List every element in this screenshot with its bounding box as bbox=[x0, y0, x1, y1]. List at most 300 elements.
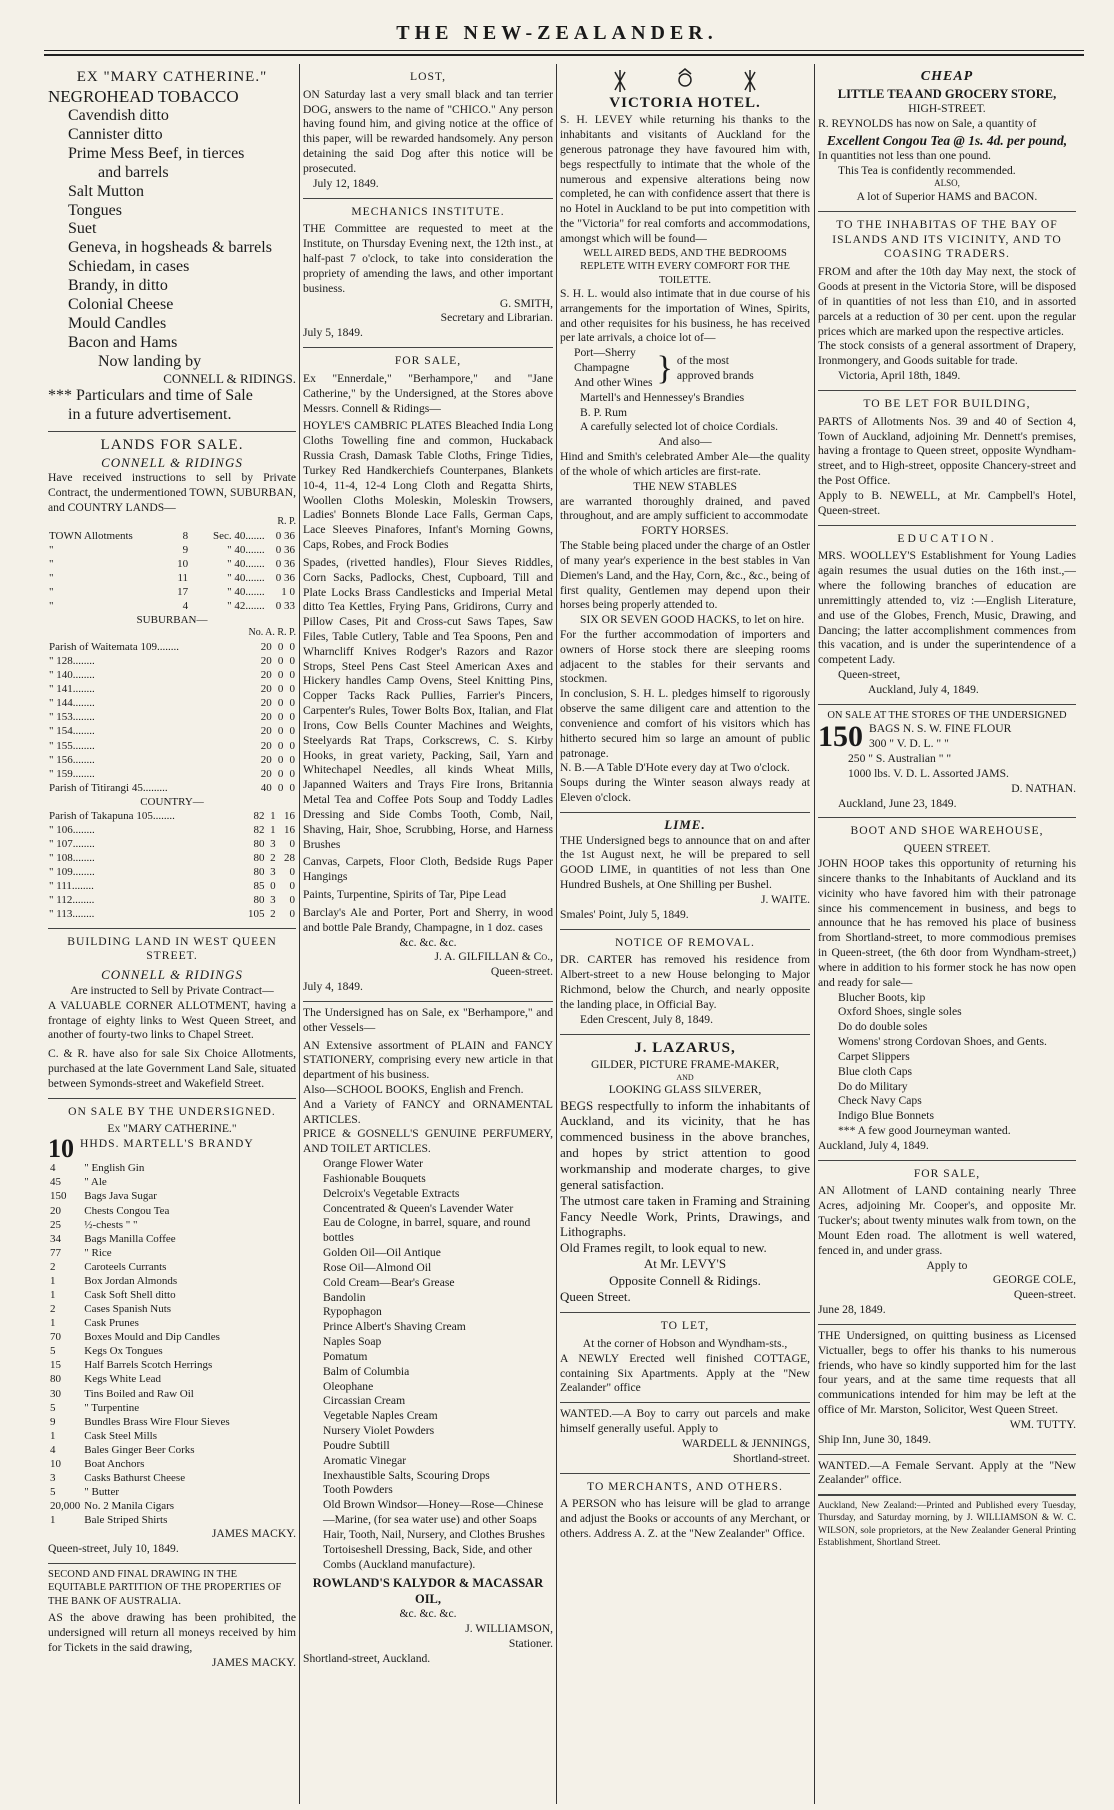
ad-body: Apply to bbox=[926, 1258, 968, 1272]
ad-title: BUILDING LAND IN WEST QUEEN STREET. bbox=[67, 934, 277, 963]
item-quantity: 34 bbox=[50, 1232, 61, 1245]
table-cell: 0 bbox=[289, 894, 295, 907]
table-cell: 1 0 bbox=[281, 585, 295, 598]
table-cell: 0 bbox=[289, 767, 295, 780]
item-name: Cask Prunes bbox=[84, 1317, 139, 1330]
signer: D. NATHAN. bbox=[1011, 781, 1076, 795]
table-row bbox=[48, 1387, 232, 1401]
table-row bbox=[48, 1471, 232, 1485]
list-item: Prime Mess Beef, in tierces bbox=[68, 144, 245, 162]
table-cell: 85 bbox=[253, 880, 265, 893]
column-separator bbox=[814, 64, 815, 1804]
table-cell: 20 bbox=[260, 655, 272, 668]
table-row bbox=[48, 1204, 232, 1218]
table-cell: " 40....... bbox=[227, 543, 265, 556]
table-cell: " 112........ bbox=[49, 894, 95, 907]
ad-female-servant bbox=[818, 1455, 1076, 1496]
item-name: Bags Java Sugar bbox=[84, 1190, 157, 1203]
table-cell: " 128........ bbox=[49, 655, 95, 668]
ad-body: For the further accommodation of importers and owners of Horse stock there are sleeping rooms adjacent to the stables for their servants and stockmen. bbox=[560, 628, 810, 686]
signer-role: Stationer. bbox=[508, 1636, 553, 1650]
list-item: Cold Cream—Bear's Grease bbox=[323, 1275, 455, 1289]
list-item: Vegetable Naples Cream bbox=[323, 1409, 438, 1423]
table-cell: 28 bbox=[284, 852, 295, 865]
table-row bbox=[48, 1288, 232, 1302]
table-cell: 0 bbox=[277, 711, 284, 724]
list-item: 250 " S. Australian " " bbox=[848, 752, 952, 766]
table-cell: " 155........ bbox=[49, 739, 95, 752]
ad-body: And a Variety of FANCY and ORNAMENTAL ARTICLES. bbox=[303, 1097, 553, 1126]
list-item: Salt Mutton bbox=[68, 182, 145, 200]
list-item: Tooth Powders bbox=[323, 1483, 393, 1497]
ad-title: CHEAP bbox=[920, 69, 974, 84]
ad-body: In quantities not less than one pound. bbox=[818, 148, 991, 162]
ad-title: ON SALE BY THE UNDERSIGNED. bbox=[68, 1104, 276, 1118]
ad-lands-for-sale bbox=[48, 432, 296, 929]
table-cell: 20 bbox=[260, 697, 272, 710]
table-cell: 0 bbox=[277, 697, 284, 710]
table-cell: " 140........ bbox=[49, 669, 95, 682]
town-lots-table bbox=[48, 529, 296, 613]
table-row bbox=[48, 893, 296, 907]
ad-date: Ship Inn, June 30, 1849. bbox=[818, 1432, 932, 1446]
item-name: Tins Boiled and Raw Oil bbox=[84, 1387, 194, 1400]
column-separator bbox=[299, 64, 300, 1804]
table-cell: 20 bbox=[260, 753, 272, 766]
signer-place: Queen-street. bbox=[1013, 1288, 1076, 1302]
signer: JAMES MACKY. bbox=[211, 1655, 296, 1669]
ad-body: ON Saturday last a very small black and tan terrier DOG, answers to the name of "CHICO." Any person having found him, and giving notice at the office of this paper, will be rewarded handsomely. Any person detaining the said Dog after this notice will be prosecuted. bbox=[303, 87, 553, 175]
table-row bbox=[48, 571, 296, 585]
list-item: Nursery Violet Powders bbox=[323, 1424, 435, 1438]
signer: WARDELL & JENNINGS, bbox=[681, 1436, 810, 1450]
table-row bbox=[48, 1274, 232, 1288]
table-row bbox=[48, 1260, 232, 1274]
table-cell: 0 36 bbox=[275, 557, 295, 570]
table-cell: 0 bbox=[289, 725, 295, 738]
ad-body: THE Committee are requested to meet at the Institute, on Thursday Evening next, the 12th inst., at half-past 7 o'clock, to take into consideration the propriety of amending the laws, and other important business. bbox=[303, 222, 553, 295]
signer-place: Shortland-street, Auckland. bbox=[303, 1651, 431, 1665]
table-cell: " bbox=[49, 543, 54, 556]
item-quantity: 150 bbox=[50, 1190, 67, 1203]
table-cell: 82 bbox=[253, 824, 265, 837]
table-cell: 0 bbox=[289, 739, 295, 752]
table-cell: " 154........ bbox=[49, 725, 95, 738]
table-cell: 0 bbox=[277, 683, 284, 696]
table-cell: 3 bbox=[270, 866, 276, 879]
table-row bbox=[48, 1485, 232, 1499]
list-item: Orange Flower Water bbox=[323, 1157, 423, 1171]
table-cell: " 153........ bbox=[49, 711, 95, 724]
ad-body: *** A few good Journeyman wanted. bbox=[838, 1123, 1011, 1137]
signer: JAMES MACKY. bbox=[211, 1527, 296, 1541]
ad-title: TO THE INHABITAS OF THE BAY OF ISLANDS AND ITS VICINITY, AND TO COASING TRADERS. bbox=[832, 217, 1062, 261]
section-label: SUBURBAN— bbox=[136, 614, 208, 627]
section-label: COUNTRY— bbox=[140, 795, 204, 808]
ad-tutty bbox=[818, 1325, 1076, 1455]
quantity-big: 10 bbox=[48, 1134, 74, 1164]
table-row bbox=[48, 668, 296, 682]
table-cell: 0 33 bbox=[275, 600, 295, 613]
ad-body: This Tea is confidently recommended. bbox=[838, 163, 1016, 177]
table-cell: 10 bbox=[177, 557, 189, 570]
ad-body: WANTED.—A Boy to carry out parcels and make himself generally useful. Apply to bbox=[560, 1407, 810, 1436]
table-row bbox=[48, 1344, 232, 1358]
ad-date: June 28, 1849. bbox=[818, 1303, 886, 1317]
item-quantity: 3 bbox=[50, 1472, 56, 1485]
item-name: " Rice bbox=[84, 1246, 112, 1259]
ad-body: C. & R. have also for sale Six Choice Allotments, purchased at the late Government Land Sale, situated between Symonds-street and Wakefield Street. bbox=[48, 1047, 296, 1090]
ad-list bbox=[48, 87, 296, 424]
ad-body: ALSO, bbox=[934, 178, 960, 189]
table-cell: 20 bbox=[260, 767, 272, 780]
table-cell: " 40....... bbox=[227, 557, 265, 570]
table-cell: 0 bbox=[289, 781, 295, 794]
table-cell: 0 bbox=[289, 711, 295, 724]
ad-body: A PERSON who has leisure will be glad to arrange and adjust the Books or accounts of any Merchant, or others. Address A. Z. at the "New Zealander" Office. bbox=[560, 1497, 810, 1540]
ad-victoria-hotel bbox=[560, 64, 810, 813]
item-name: Caroteels Currants bbox=[84, 1260, 167, 1273]
ad-body: S. H. L. would also intimate that in due course of his arrangements for the importation of Wines, Spirits, and other requisites for his business, he has received per late arrivals, a choice lot of— bbox=[560, 286, 810, 345]
item-quantity: 25 bbox=[50, 1218, 61, 1231]
table-cell: 0 bbox=[289, 655, 295, 668]
table-row bbox=[48, 640, 296, 654]
column-3 bbox=[560, 64, 810, 1804]
table-cell: 0 bbox=[289, 641, 295, 653]
brace-icon: } bbox=[656, 349, 673, 387]
list-item: Tortoiseshell Dressing, Back, Side, and other Combs (Auckland manufacture). bbox=[323, 1542, 533, 1571]
list-item: Hair, Tooth, Nail, Nursery, and Clothes Brushes bbox=[323, 1527, 545, 1541]
list-item: Blucher Boots, kip bbox=[838, 990, 926, 1004]
signer-place: Shortland-street. bbox=[733, 1451, 810, 1465]
item-name: " Ale bbox=[84, 1176, 107, 1189]
list-item: 1000 lbs. V. D. L. Assorted JAMS. bbox=[848, 766, 1009, 780]
boot-list bbox=[818, 991, 1076, 1124]
table-row bbox=[48, 1499, 232, 1513]
signer: J. WILLIAMSON, bbox=[465, 1622, 553, 1636]
table-cell: 4 bbox=[182, 600, 189, 613]
item-quantity: 20 bbox=[50, 1204, 61, 1217]
item-name: Bale Striped Shirts bbox=[84, 1514, 168, 1527]
table-cell: " 106........ bbox=[49, 824, 95, 837]
ad-body: Apply to B. NEWELL, at Mr. Campbell's Hotel, Queen-street. bbox=[818, 488, 1076, 517]
table-cell: " 109........ bbox=[49, 866, 95, 879]
ad-body: AS the above drawing has been prohibited, the undersigned will return all moneys received by him for Tickets in the said drawing, bbox=[48, 1611, 296, 1654]
list-item: Check Navy Caps bbox=[838, 1094, 922, 1108]
list-item: Concentrated & Queen's Lavender Water bbox=[323, 1201, 514, 1215]
ad-title: EX "MARY CATHERINE." bbox=[76, 69, 268, 85]
etc-line: &c. &c. &c. bbox=[399, 935, 457, 949]
table-row bbox=[48, 767, 296, 781]
list-item: Old Brown Windsor—Honey—Rose—Chinese—Marine, (for sea water use) and other Soaps bbox=[323, 1498, 544, 1527]
table-cell: 2 bbox=[270, 852, 276, 865]
table-cell: 16 bbox=[284, 824, 295, 837]
item-quantity: 5 bbox=[50, 1486, 56, 1499]
table-row bbox=[48, 809, 296, 823]
ad-title: EDUCATION. bbox=[897, 531, 997, 545]
ad-title: FOR SALE, bbox=[394, 354, 462, 368]
table-cell: 0 36 bbox=[275, 571, 295, 584]
table-cell: 17 bbox=[177, 585, 189, 598]
table-cell: " 42....... bbox=[227, 600, 265, 613]
item-quantity: 1 bbox=[50, 1289, 56, 1301]
table-row bbox=[48, 696, 296, 710]
table-cell: " bbox=[49, 557, 54, 570]
ad-date: Victoria, April 18th, 1849. bbox=[838, 369, 961, 383]
list-item: Martell's and Hennessey's Brandies bbox=[580, 390, 745, 404]
suburban-lots-table bbox=[48, 640, 296, 795]
imprint-text: Auckland, New Zealand:—Printed and Published every Tuesday, Thursday, and Saturday morning, by J. WILLIAMSON & W. C. WILSON, sole proprietors, at the New Zealander General Printing Establishment, Shortland Street. bbox=[818, 1501, 1076, 1548]
perfume-list bbox=[303, 1157, 553, 1572]
table-cell: Parish of Takapuna 105........ bbox=[49, 809, 175, 822]
ad-date: Eden Crescent, July 8, 1849. bbox=[580, 1012, 713, 1026]
table-cell: TOWN Allotments bbox=[49, 529, 133, 542]
item-name: Bales Ginger Beer Corks bbox=[84, 1443, 195, 1456]
signer: G. SMITH, bbox=[499, 296, 553, 310]
item-name: Bags Manilla Coffee bbox=[84, 1232, 176, 1245]
ad-body: Also—SCHOOL BOOKS, English and French. bbox=[303, 1083, 524, 1096]
list-item: Womens' strong Cordovan Shoes, and Gents. Carpet Slippers bbox=[838, 1035, 1047, 1063]
table-cell: 0 bbox=[277, 641, 284, 653]
ad-drawing bbox=[48, 1564, 296, 1677]
table-cell: " 113........ bbox=[49, 908, 95, 921]
item-quantity: 20,000 bbox=[50, 1500, 81, 1513]
list-item: Port—Sherry bbox=[574, 346, 636, 360]
royal-crest-icon bbox=[560, 68, 810, 94]
table-row bbox=[48, 1429, 232, 1443]
table-cell: 80 bbox=[253, 866, 265, 879]
list-item: Poudre Subtill bbox=[323, 1438, 390, 1452]
table-cell: 0 36 bbox=[275, 543, 295, 556]
item-name: Bundles Brass Wire Flour Sieves bbox=[84, 1415, 230, 1428]
table-row bbox=[48, 1246, 232, 1260]
table-cell: 0 bbox=[277, 781, 284, 794]
list-item: Colonial Cheese bbox=[68, 295, 174, 313]
list-item: Schiedam, in cases bbox=[68, 258, 190, 276]
ad-title: LANDS FOR SALE. bbox=[100, 436, 244, 453]
ad-title: LOST, bbox=[409, 70, 447, 83]
item-quantity: 1 bbox=[50, 1317, 56, 1330]
table-cell: " bbox=[49, 585, 54, 598]
table-cell: 1 bbox=[270, 824, 276, 837]
list-item: Bandolin bbox=[323, 1290, 366, 1304]
table-row bbox=[48, 879, 296, 893]
ad-mary-catherine bbox=[48, 64, 296, 432]
item-name: Casks Bathurst Cheese bbox=[84, 1472, 186, 1485]
table-row bbox=[48, 865, 296, 879]
list-item: Mould Candles bbox=[68, 314, 167, 332]
table-row bbox=[48, 1161, 232, 1175]
table-row bbox=[48, 1330, 232, 1344]
ad-body: THE Undersigned begs to announce that on and after the 1st August next, he will be prepared to sell GOOD LIME, in quantities of not less than One Hundred Bushels, at One Shilling per Bushel. bbox=[560, 833, 810, 892]
ad-body: Queen Street. bbox=[560, 1289, 631, 1305]
table-cell: 3 bbox=[270, 838, 276, 851]
table-row bbox=[48, 1175, 232, 1189]
table-cell: Sec. 40....... bbox=[212, 529, 265, 542]
table-row bbox=[48, 529, 296, 543]
item-quantity: 80 bbox=[50, 1373, 61, 1386]
table-row bbox=[48, 654, 296, 668]
ad-body: A lot of Superior HAMS and BACON. bbox=[856, 190, 1038, 203]
ad-body: Paints, Turpentine, Spirits of Tar, Pipe Lead bbox=[303, 888, 507, 902]
ad-boot-shoe bbox=[818, 818, 1076, 1160]
table-cell: 20 bbox=[260, 725, 272, 738]
item-name: " Turpentine bbox=[84, 1401, 140, 1414]
ad-body: THE Undersigned, on quitting business as Licensed Victualler, begs to offer his thanks to his numerous friends, who have so kindly supported him for the last four years, and at the same time requests that all communications intended for him may be left at the office of Mr. Marston, Solicitor, West Queen Street. bbox=[818, 1328, 1076, 1417]
ad-body: Soups during the Winter season always ready at Eleven o'clock. bbox=[560, 776, 810, 805]
ad-body: HOYLE'S CAMBRIC PLATES Bleached India Long Cloths Towelling fine and common, Huckaback Russia Crash, Damask Table Cloths, Fringe Tidies, Turkey Red Handkerchiefs Counterpanes, Blankets 10-4, 11-4, 12-4 Long Cloth and Regatta Shirts, Woollen Cloths Moleskin, Moleskin Trowsers, Ladies' Bonnets Blonde Lace Falls, German Caps, Lace Sleeves Pinafores, Infant's Morning Gowns, Caps, Robes, and Frock Bodies bbox=[303, 419, 553, 552]
ad-title: J. LAZARUS, bbox=[634, 1039, 736, 1056]
list-item: Circassian Cream bbox=[323, 1394, 406, 1408]
table-row bbox=[48, 599, 296, 613]
ad-body: S. H. LEVEY while returning his thanks to the inhabitants and visitants of Auckland for the generous patronage they have favoured him with, begs respectfully to intimate that the whole of the numerous and expensive alterations being now completed, he can with confidence assert that there is no Hotel in Auckland to be put into competition with the "Victoria" for real comforts and accommodations, amongst which will be found— bbox=[560, 113, 810, 245]
list-item: Rypophagon bbox=[323, 1305, 382, 1319]
ad-body: JOHN HOOP takes this opportunity of returning his sincere thanks to the Inhabitants of Auckland and its vicinity who have favored him with their patronage since his commencement in business, and begs to announce that he has removed his place of business from Shortland-street, to more commodious premises in Queen-street, (the 6th door from Wyndham-street,) where in addition to his former stock he has now open and ready for sale— bbox=[818, 857, 1076, 989]
list-item: And other Wines bbox=[574, 375, 653, 389]
signer-place: Queen-street, bbox=[838, 668, 901, 682]
ad-body: Canvas, Carpets, Floor Cloth, Bedside Rugs Paper Hangings bbox=[303, 855, 553, 884]
list-item: Balm of Columbia bbox=[323, 1364, 410, 1378]
list-item: Oxford Shoes, single soles bbox=[838, 1005, 962, 1019]
item-quantity: 4 bbox=[50, 1162, 56, 1175]
ad-title: NOTICE OF REMOVAL. bbox=[615, 935, 755, 949]
table-cell: " 107........ bbox=[49, 838, 95, 851]
table-cell: 8 bbox=[182, 529, 189, 542]
wine-group bbox=[560, 346, 810, 390]
ad-title: ON SALE AT THE STORES OF THE UNDERSIGNED bbox=[827, 709, 1067, 721]
list-item: Do do Military bbox=[838, 1079, 908, 1093]
signer: WM. TUTTY. bbox=[1009, 1417, 1076, 1431]
column-2 bbox=[303, 64, 553, 1804]
ad-date: July 12, 1849. bbox=[313, 176, 379, 190]
table-cell: 0 bbox=[289, 669, 295, 682]
table-cell: 0 bbox=[277, 753, 284, 766]
table-cell: 0 bbox=[277, 725, 284, 738]
section-label: FORTY HORSES. bbox=[641, 524, 729, 538]
ad-body: R. REYNOLDS has now on Sale, a quantity of bbox=[818, 116, 1037, 130]
ad-body: Old Frames regilt, to look equal to new. bbox=[560, 1240, 767, 1256]
item-quantity: 2 bbox=[50, 1260, 56, 1273]
table-cell: 0 bbox=[289, 880, 295, 893]
list-item: Inexhaustible Salts, Scouring Drops bbox=[323, 1468, 490, 1482]
list-item: HHDS. MARTELL'S BRANDY bbox=[80, 1137, 254, 1151]
table-cell: 82 bbox=[253, 809, 265, 822]
table-cell: 16 bbox=[284, 809, 295, 822]
table-row bbox=[48, 851, 296, 865]
ad-let-for-building bbox=[818, 391, 1076, 526]
list-item: Delcroix's Vegetable Extracts bbox=[323, 1186, 460, 1200]
ad-body: FROM and after the 10th day May next, the stock of Goods at present in the Victoria Store, will be disposed of in quantities of not less than £10, and in assorted parcels at a reduction of 30 per cent. upon the regular prices which are marked upon the respective articles. bbox=[818, 265, 1076, 338]
item-quantity: 10 bbox=[50, 1457, 61, 1470]
table-cell: 80 bbox=[253, 838, 265, 851]
ad-subtitle: LOOKING GLASS SILVERER, bbox=[608, 1082, 762, 1096]
ad-intro: The Undersigned has on Sale, ex "Berhampore," and other Vessels— bbox=[303, 1005, 553, 1034]
table-cell: 0 bbox=[277, 767, 284, 780]
table-cell: " 144........ bbox=[49, 697, 95, 710]
item-name: " Butter bbox=[84, 1486, 119, 1499]
table-cell: 0 bbox=[289, 753, 295, 766]
list-item: in a future advertisement. bbox=[68, 405, 232, 423]
list-item: Aromatic Vinegar bbox=[323, 1453, 407, 1467]
etc-line: &c. &c. &c. bbox=[399, 1607, 457, 1621]
ad-body: Barclay's Ale and Porter, Port and Sherry, in wood and bottle Pale Brandy, Champagne, in 1 doz. cases bbox=[303, 905, 553, 934]
section-label: THE NEW STABLES bbox=[633, 479, 737, 493]
item-quantity: 45 bbox=[50, 1176, 61, 1189]
signer: J. A. GILFILLAN & Co., bbox=[434, 950, 553, 964]
table-cell: 20 bbox=[260, 739, 272, 752]
table-row bbox=[48, 907, 296, 921]
ad-title: TO MERCHANTS, AND OTHERS. bbox=[587, 1479, 783, 1493]
table-cell: 3 bbox=[270, 894, 276, 907]
ad-lazarus bbox=[560, 1035, 810, 1314]
list-item: Champagne bbox=[574, 361, 630, 375]
column-1 bbox=[48, 64, 296, 1804]
item-name: Chests Congou Tea bbox=[84, 1204, 170, 1217]
table-row bbox=[48, 1218, 232, 1232]
ad-lime bbox=[560, 813, 810, 930]
signer-place: Queen-street. bbox=[490, 965, 553, 979]
list-item: Indigo Blue Bonnets bbox=[838, 1109, 934, 1123]
list-item: NEGROHEAD TOBACCO bbox=[48, 87, 239, 107]
ad-for-sale-land bbox=[818, 1161, 1076, 1325]
item-quantity: 30 bbox=[50, 1387, 61, 1400]
column-header: No. A. R. P. bbox=[248, 627, 296, 639]
table-row bbox=[48, 1372, 232, 1386]
list-item: Naples Soap bbox=[323, 1335, 382, 1349]
list-item: *** Particulars and time of Sale bbox=[48, 386, 253, 404]
ad-lost bbox=[303, 64, 553, 199]
item-quantity: 1 bbox=[50, 1514, 56, 1527]
item-quantity: 5 bbox=[50, 1345, 56, 1358]
table-cell: 0 bbox=[289, 838, 295, 851]
list-item: Eau de Cologne, in barrel, square, and round bottles bbox=[323, 1216, 531, 1245]
item-quantity: 4 bbox=[50, 1443, 56, 1456]
table-cell: 20 bbox=[260, 711, 272, 724]
signer: J. WAITE. bbox=[760, 892, 810, 906]
column-header: R. P. bbox=[277, 515, 296, 527]
ad-subtitle: Ex "MARY CATHERINE." bbox=[107, 1122, 237, 1136]
item-quantity: 1 bbox=[50, 1274, 56, 1287]
table-cell: 20 bbox=[260, 683, 272, 696]
table-cell: 105 bbox=[248, 908, 265, 921]
ad-body: At Mr. LEVY'S bbox=[643, 1256, 727, 1272]
item-name: Cases Spanish Nuts bbox=[84, 1303, 172, 1316]
table-row bbox=[48, 837, 296, 851]
signer: GEORGE COLE, bbox=[992, 1273, 1076, 1287]
ad-body: BEGS respectfully to inform the inhabitants of Auckland, and its vicinity, that he has commenced business in the above branches, and hopes by strict attention to good workmanship and moderate charges, to give general satisfaction. bbox=[560, 1097, 810, 1192]
ad-body: MRS. WOOLLEY'S Establishment for Young Ladies again resumes the usual duties on the 16th inst.,—where the following branches of education are unremittingly attended to, viz :—English Literature, and use of the Globes, French, Music, Drawing, and Dancing; the latter accomplishment commences from this vacation, and is under the superintendence of a competent Lady. bbox=[818, 549, 1076, 667]
table-cell: 0 bbox=[270, 880, 276, 893]
table-cell: 2 bbox=[270, 908, 276, 921]
ad-subtitle: HIGH-STREET. bbox=[908, 101, 986, 115]
ad-title: MECHANICS INSTITUTE. bbox=[351, 204, 505, 218]
table-row bbox=[48, 710, 296, 724]
table-row bbox=[48, 1232, 232, 1246]
table-cell: " 141........ bbox=[49, 683, 95, 696]
list-item: Prince Albert's Shaving Cream bbox=[323, 1320, 466, 1334]
list-item: Now landing by bbox=[98, 352, 202, 370]
ad-cheap-tea bbox=[818, 64, 1076, 212]
ad-subtitle: QUEEN STREET. bbox=[903, 842, 991, 856]
masthead: THE NEW-ZEALANDER. bbox=[396, 22, 718, 44]
item-name: ½-chests " " bbox=[84, 1218, 138, 1231]
list-item: Blue cloth Caps bbox=[838, 1064, 913, 1078]
ad-date: Auckland, June 23, 1849. bbox=[838, 796, 957, 810]
list-item: BAGS N. S. W. FINE FLOUR bbox=[869, 722, 1012, 736]
ad-body: AN Extensive assortment of PLAIN and FANCY STATIONERY, comprising every new article in that department of his business. bbox=[303, 1038, 553, 1082]
list-item: Brandy, in ditto bbox=[68, 277, 168, 295]
table-row bbox=[48, 739, 296, 753]
